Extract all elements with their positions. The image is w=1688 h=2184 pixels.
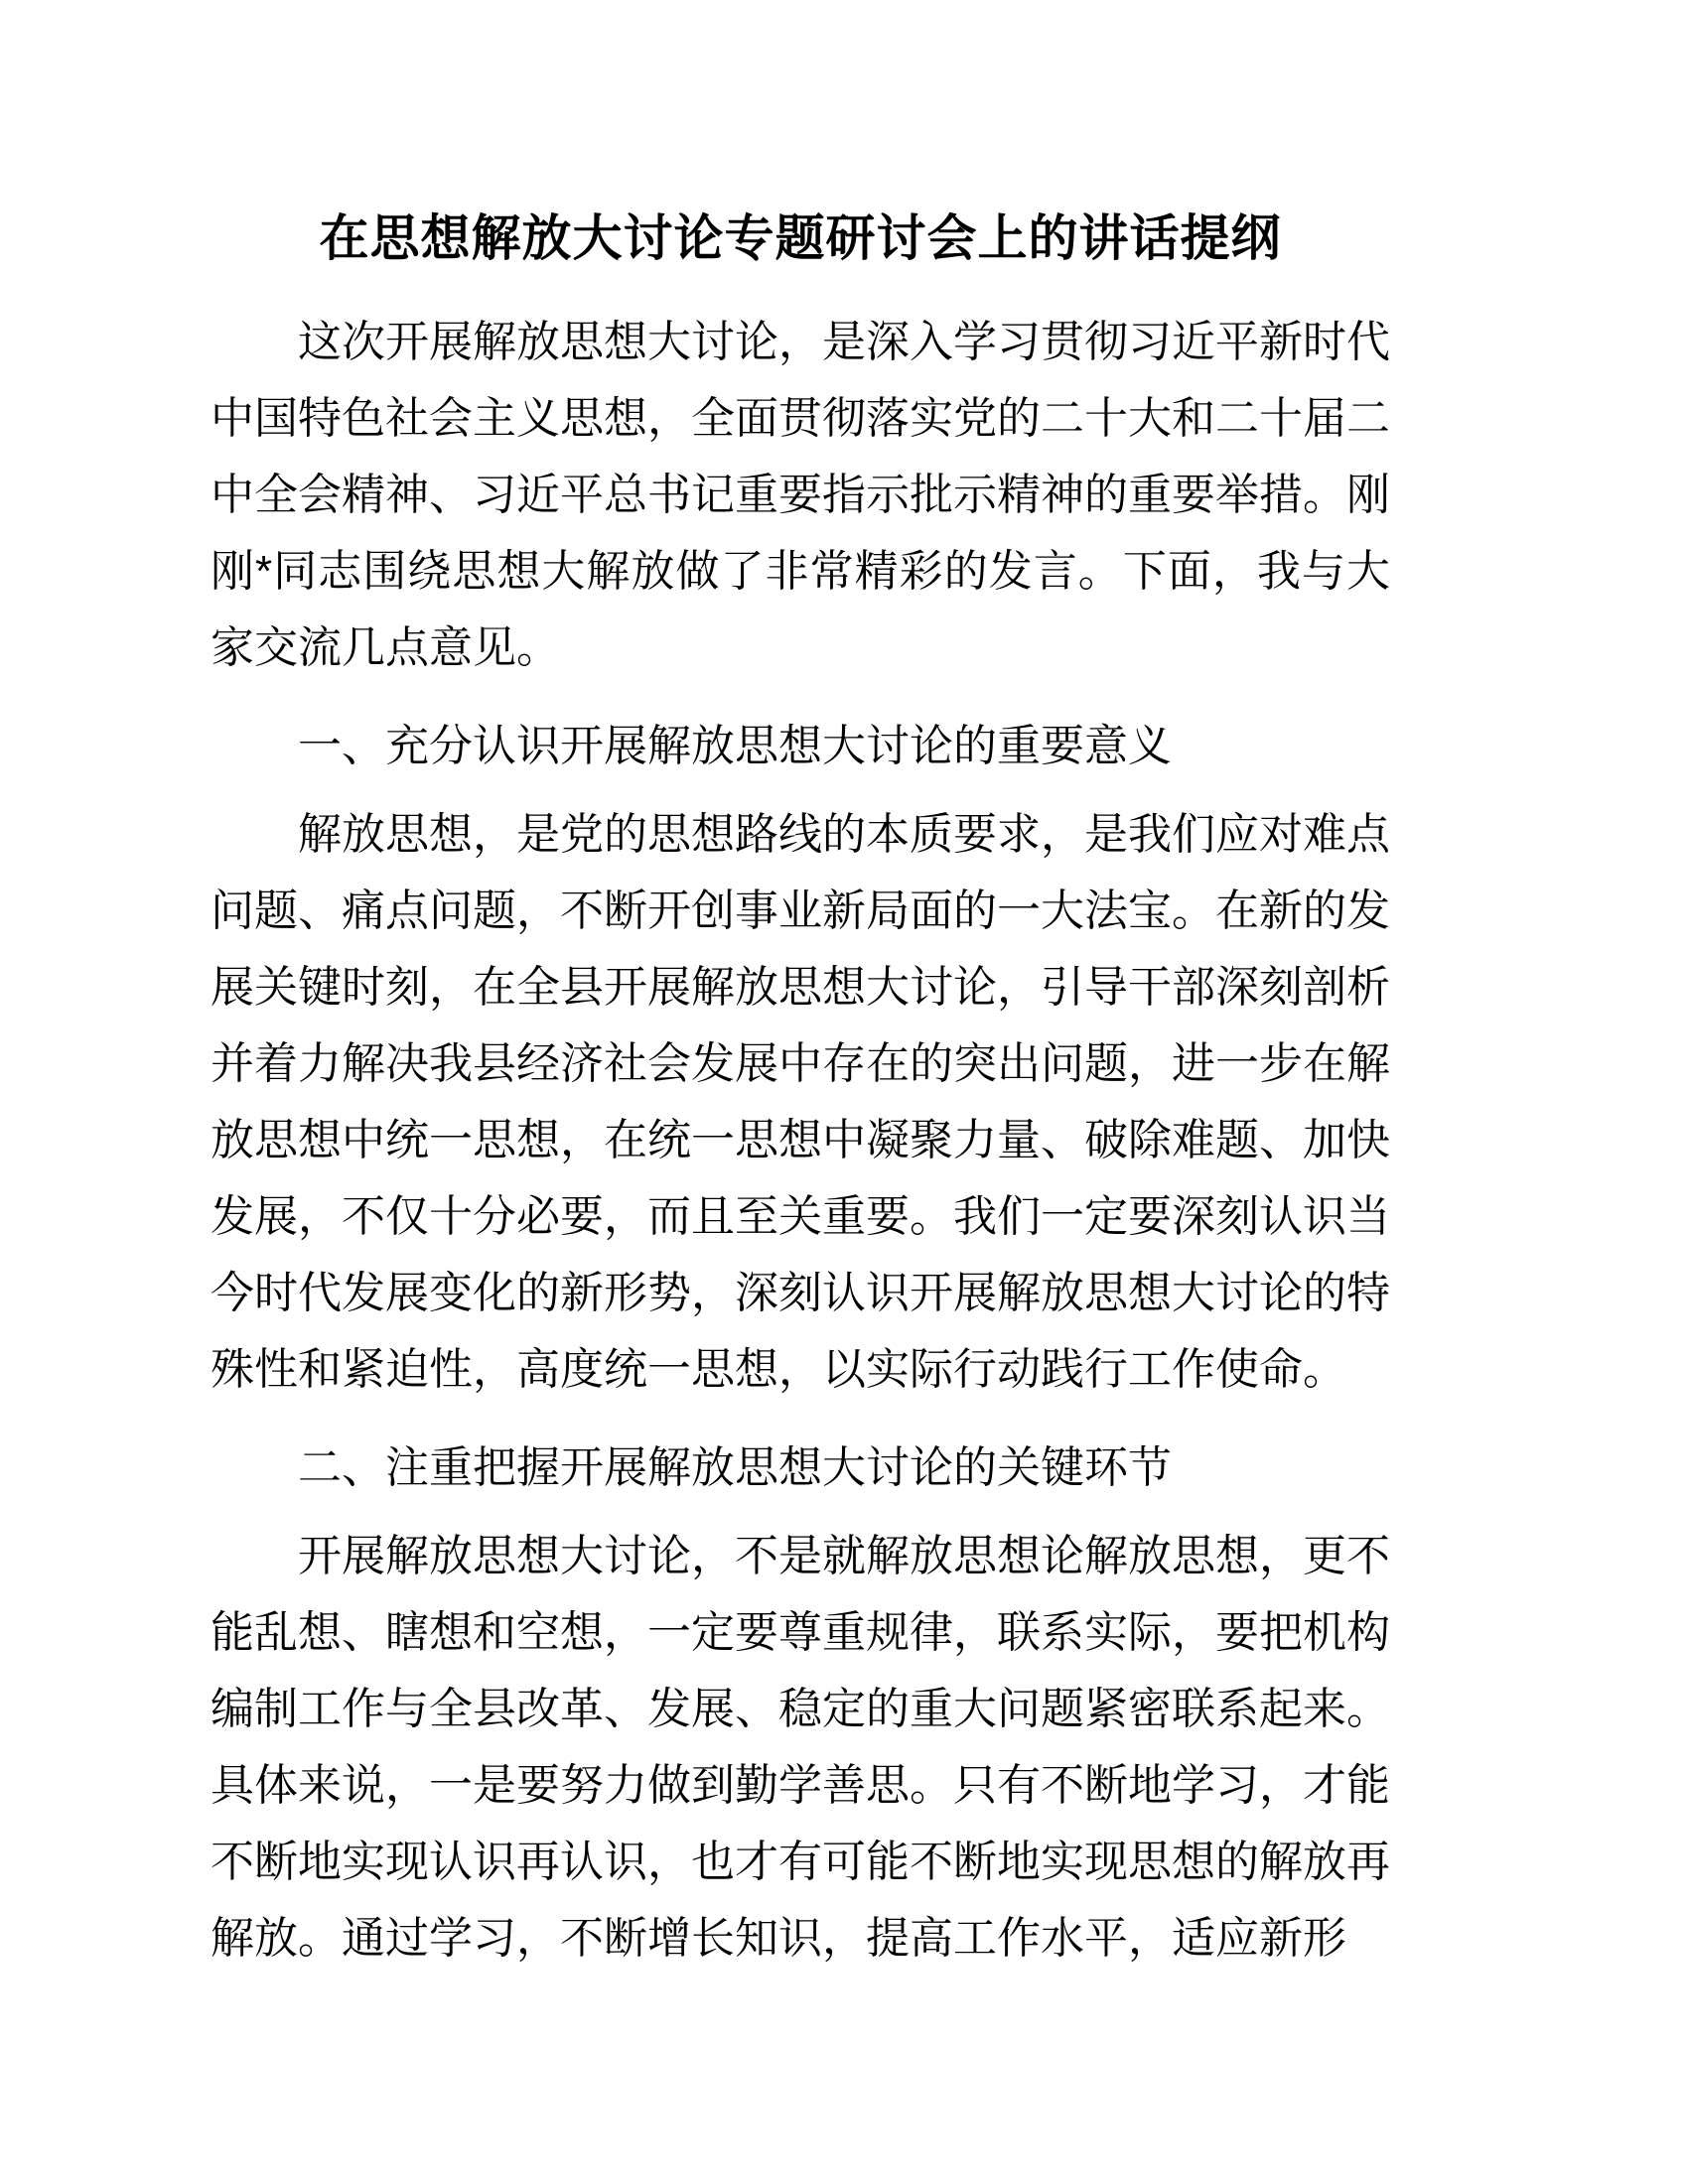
- text-line: 能乱想、瞎想和空想，一定要尊重规律，联系实际，要把机构: [211, 1608, 1390, 1657]
- paragraph: [211, 796, 1390, 1408]
- text-line: 中全会精神、习近平总书记重要指示批示精神的重要举措。刚: [211, 471, 1390, 519]
- text-line: 解放思想，是党的思想路线的本质要求，是我们应对难点: [298, 810, 1390, 859]
- text-line: 这次开展解放思想大讨论，是深入学习贯彻习近平新时代: [298, 318, 1390, 366]
- text-line: 编制工作与全县改革、发展、稳定的重大问题紧密联系起来。: [211, 1685, 1390, 1733]
- text-line: 不断地实现认识再认识，也才有可能不断地实现思想的解放再: [211, 1838, 1390, 1886]
- text-line: 中国特色社会主义思想，全面贯彻落实党的二十大和二十届二: [211, 394, 1390, 443]
- text-line: 殊性和紧迫性，高度统一思想，以实际行动践行工作使命。: [211, 1345, 1346, 1394]
- text-line: 并着力解决我县经济社会发展中存在的突出问题，进一步在解: [211, 1039, 1390, 1088]
- text-line: 解放。通过学习，不断增长知识，提高工作水平，适应新形: [211, 1914, 1346, 1963]
- text-line: 展关键时刻，在全县开展解放思想大讨论，引导干部深刻剖析: [211, 963, 1390, 1012]
- paragraph: [211, 1518, 1390, 1977]
- text-line: 二、注重把握开展解放思想大讨论的关键环节: [298, 1443, 1172, 1492]
- section-heading: [211, 1430, 1390, 1506]
- document-title: 在思想解放大讨论专题研讨会上的讲话提纲: [319, 210, 1282, 266]
- text-line: 问题、痛点问题，不断开创事业新局面的一大法宝。在新的发: [211, 887, 1390, 935]
- text-line: 家交流几点意见。: [211, 623, 560, 672]
- text-line: 今时代发展变化的新形势，深刻认识开展解放思想大讨论的特: [211, 1269, 1390, 1317]
- text-line: 具体来说，一是要努力做到勤学善思。只有不断地学习，才能: [211, 1761, 1390, 1810]
- text-line: 放思想中统一思想，在统一思想中凝聚力量、破除难题、加快: [211, 1116, 1390, 1164]
- paragraph: [211, 304, 1390, 686]
- text-line: 一、充分认识开展解放思想大讨论的重要意义: [298, 722, 1172, 770]
- document-body: [211, 304, 1390, 1977]
- text-line: 刚*同志围绕思想大解放做了非常精彩的发言。下面，我与大: [211, 547, 1390, 596]
- text-line: 开展解放思想大讨论，不是就解放思想论解放思想，更不: [298, 1532, 1390, 1580]
- text-line: 发展，不仅十分必要，而且至关重要。我们一定要深刻认识当: [211, 1192, 1390, 1241]
- section-heading: [211, 708, 1390, 784]
